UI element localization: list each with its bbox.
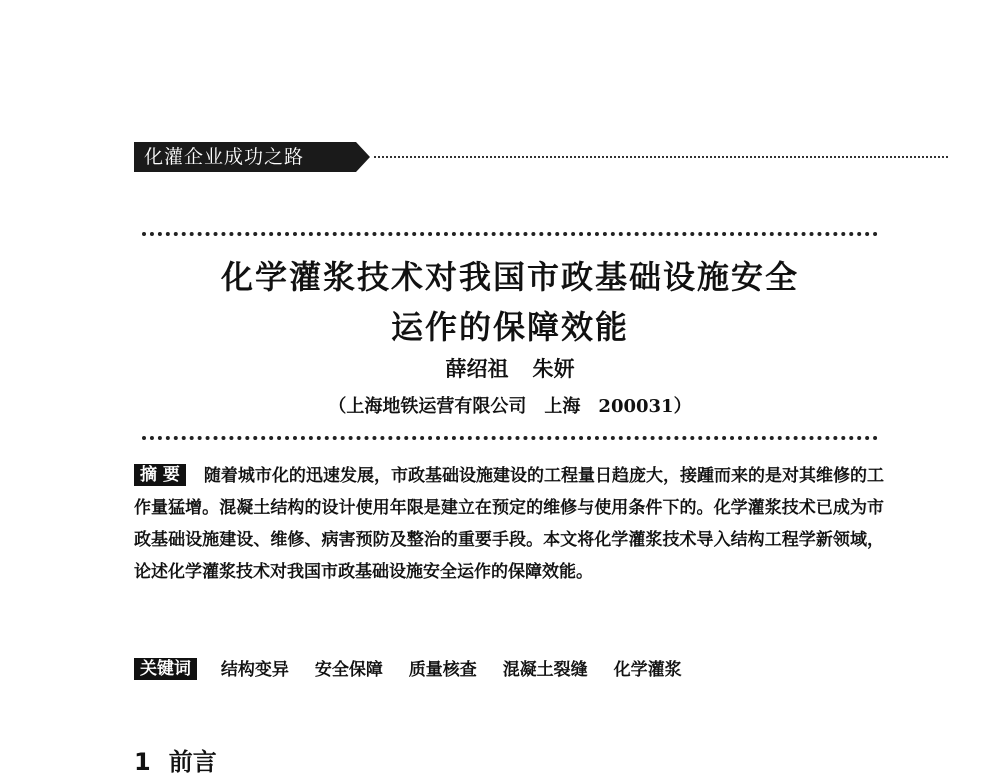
keyword: 安全保障 (314, 660, 383, 680)
author-name: 薛绍祖 (445, 357, 509, 381)
keyword: 混凝土裂缝 (502, 660, 588, 680)
section-rule (374, 156, 948, 158)
section-tag: 化灌企业成功之路 (134, 142, 356, 172)
section-arrow-icon (356, 142, 370, 172)
abstract-label: 摘 要 (134, 464, 186, 486)
paper-title-line-2: 运作的保障效能 (390, 308, 629, 346)
keywords (134, 656, 884, 684)
author-list (10, 353, 1000, 383)
abstract-text: 随着城市化的迅速发展，市政基础设施建设的工程量日趋庞大，接踵而来的是对其维修的工作量猛增。混凝土结构的设计使用年限是建立在预定的维修与使用条件下的。化学灌浆技术已成为市政基础设施建设、维修、病害预防及整治的重要手段。本文将化学灌浆技术导入结构工程学新领域，论述化学灌浆技术对我国市政基础设施安全运作的保障效能。 (134, 466, 884, 582)
section-number: 1 (134, 748, 151, 776)
section-banner (134, 142, 948, 172)
affiliation: （上海地铁运营有限公司 上海 200031） (328, 396, 692, 417)
keyword: 化学灌浆 (613, 660, 682, 680)
section-title: 前言 (168, 748, 217, 776)
abstract (134, 460, 884, 588)
keyword: 质量核查 (408, 660, 477, 680)
header-dotted-rule (142, 232, 878, 236)
paper-title-line-1: 化学灌浆技术对我国市政基础设施安全 (220, 258, 799, 296)
footer-dotted-rule (142, 436, 878, 440)
keyword: 结构变异 (220, 660, 289, 680)
keywords-label: 关键词 (134, 658, 197, 680)
author-name: 朱妍 (532, 357, 575, 381)
